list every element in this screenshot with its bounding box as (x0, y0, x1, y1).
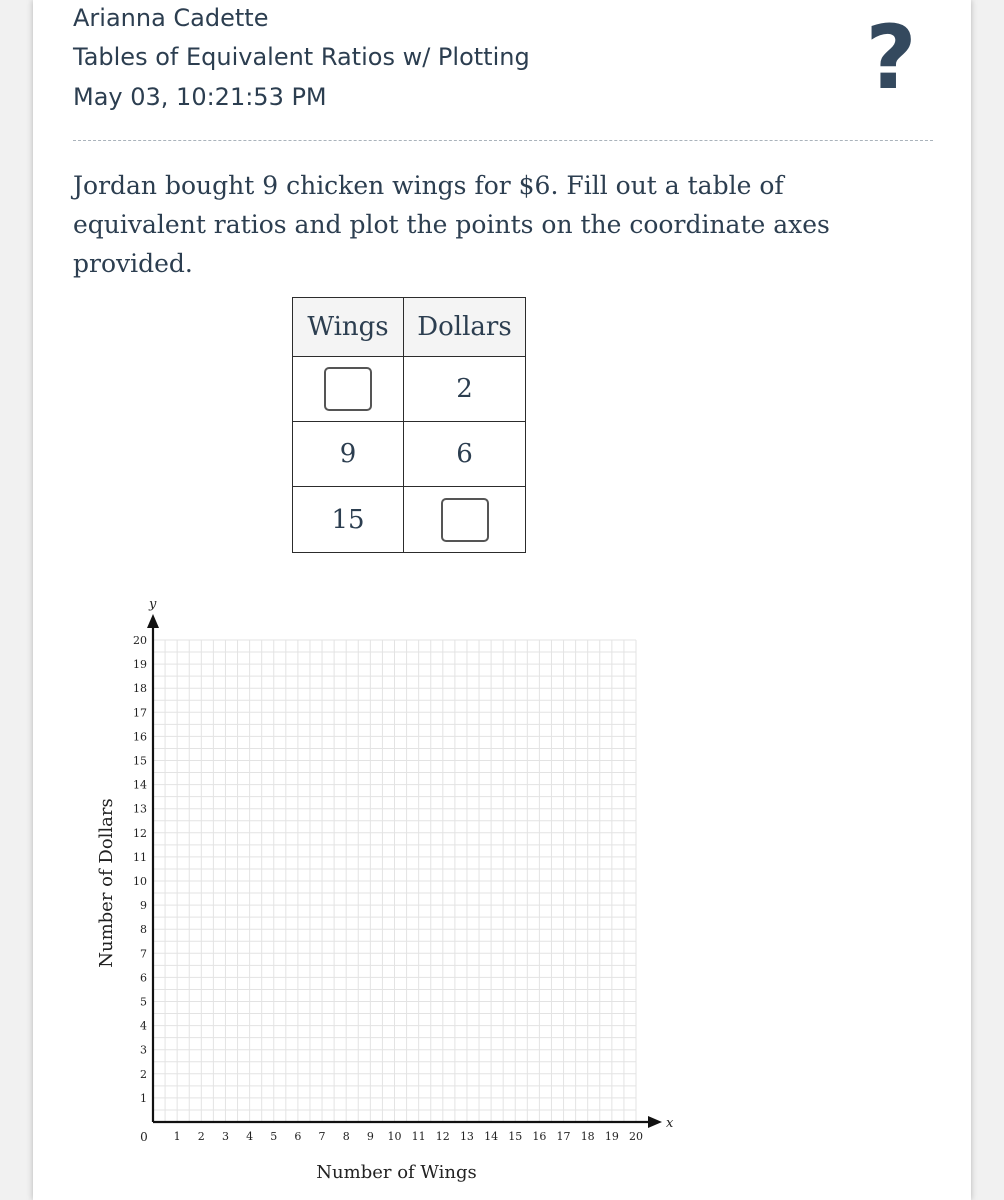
x-tick-label: 12 (435, 1130, 450, 1143)
assignment-title: Tables of Equivalent Ratios w/ Plotting (73, 43, 530, 71)
y-tick-label: 1 (140, 1091, 147, 1105)
x-tick-label: 13 (459, 1130, 474, 1143)
x-axis-label: Number of Wings (316, 1162, 477, 1183)
x-axis-symbol: x (666, 1116, 674, 1131)
table-cell-dollars: 6 (404, 422, 526, 487)
y-tick-label: 10 (133, 875, 147, 888)
y-axis-symbol: y (149, 597, 157, 612)
x-tick-label: 4 (246, 1130, 254, 1143)
table-cell-wings: 9 (293, 422, 404, 487)
x-tick-label: 20 (629, 1130, 643, 1143)
x-tick-label: 9 (366, 1130, 374, 1143)
y-axis-label: Number of Dollars (96, 798, 117, 968)
origin-label: 0 (140, 1130, 148, 1144)
x-axis-arrow-icon (648, 1116, 662, 1128)
y-tick-label: 16 (133, 730, 147, 744)
y-tick-label: 11 (133, 850, 147, 864)
x-tick-label: 3 (221, 1130, 229, 1143)
x-tick-label: 10 (387, 1130, 402, 1143)
x-tick-label: 17 (556, 1130, 571, 1143)
y-tick-label: 14 (133, 778, 147, 792)
y-tick-label: 3 (140, 1043, 147, 1057)
x-tick-label: 18 (580, 1130, 595, 1143)
y-tick-label: 18 (133, 682, 147, 696)
x-tick-label: 7 (318, 1130, 326, 1143)
table-cell-dollars: 2 (404, 357, 526, 422)
y-tick-label: 12 (133, 826, 147, 840)
table-header-dollars: Dollars (404, 298, 526, 357)
y-tick-label: 8 (140, 923, 147, 937)
y-tick-label: 5 (140, 995, 147, 1009)
y-tick-label: 6 (140, 971, 147, 985)
help-icon[interactable]: ? (865, 6, 917, 109)
y-tick-label: 15 (133, 754, 147, 768)
x-tick-label: 2 (197, 1130, 205, 1143)
student-name: Arianna Cadette (73, 4, 269, 32)
x-tick-label: 8 (342, 1130, 350, 1143)
y-axis-arrow-icon (147, 614, 159, 628)
y-tick-label: 2 (140, 1067, 147, 1081)
y-tick-label: 9 (140, 899, 147, 913)
table-cell-wings: 15 (293, 487, 404, 553)
x-tick-label: 19 (604, 1130, 619, 1143)
x-tick-label: 6 (294, 1130, 302, 1143)
x-tick-label: 1 (173, 1130, 181, 1143)
x-tick-label: 16 (532, 1130, 547, 1143)
x-tick-label: 11 (411, 1130, 426, 1143)
question-text: Jordan bought 9 chicken wings for $6. Fill out a table of equivalent ratios and plot the points on the coordinate axes provided. (73, 171, 830, 278)
y-tick-label: 17 (133, 706, 147, 720)
x-tick-label: 5 (270, 1130, 278, 1143)
table-header-wings: Wings (293, 298, 404, 357)
y-tick-label: 4 (140, 1019, 147, 1033)
x-tick-label: 14 (484, 1130, 499, 1143)
timestamp: May 03, 10:21:53 PM (73, 83, 327, 111)
y-tick-label: 20 (133, 634, 147, 647)
y-tick-label: 19 (133, 658, 147, 672)
y-tick-label: 13 (133, 802, 147, 816)
y-tick-label: 7 (140, 947, 147, 961)
x-tick-label: 15 (508, 1130, 523, 1143)
